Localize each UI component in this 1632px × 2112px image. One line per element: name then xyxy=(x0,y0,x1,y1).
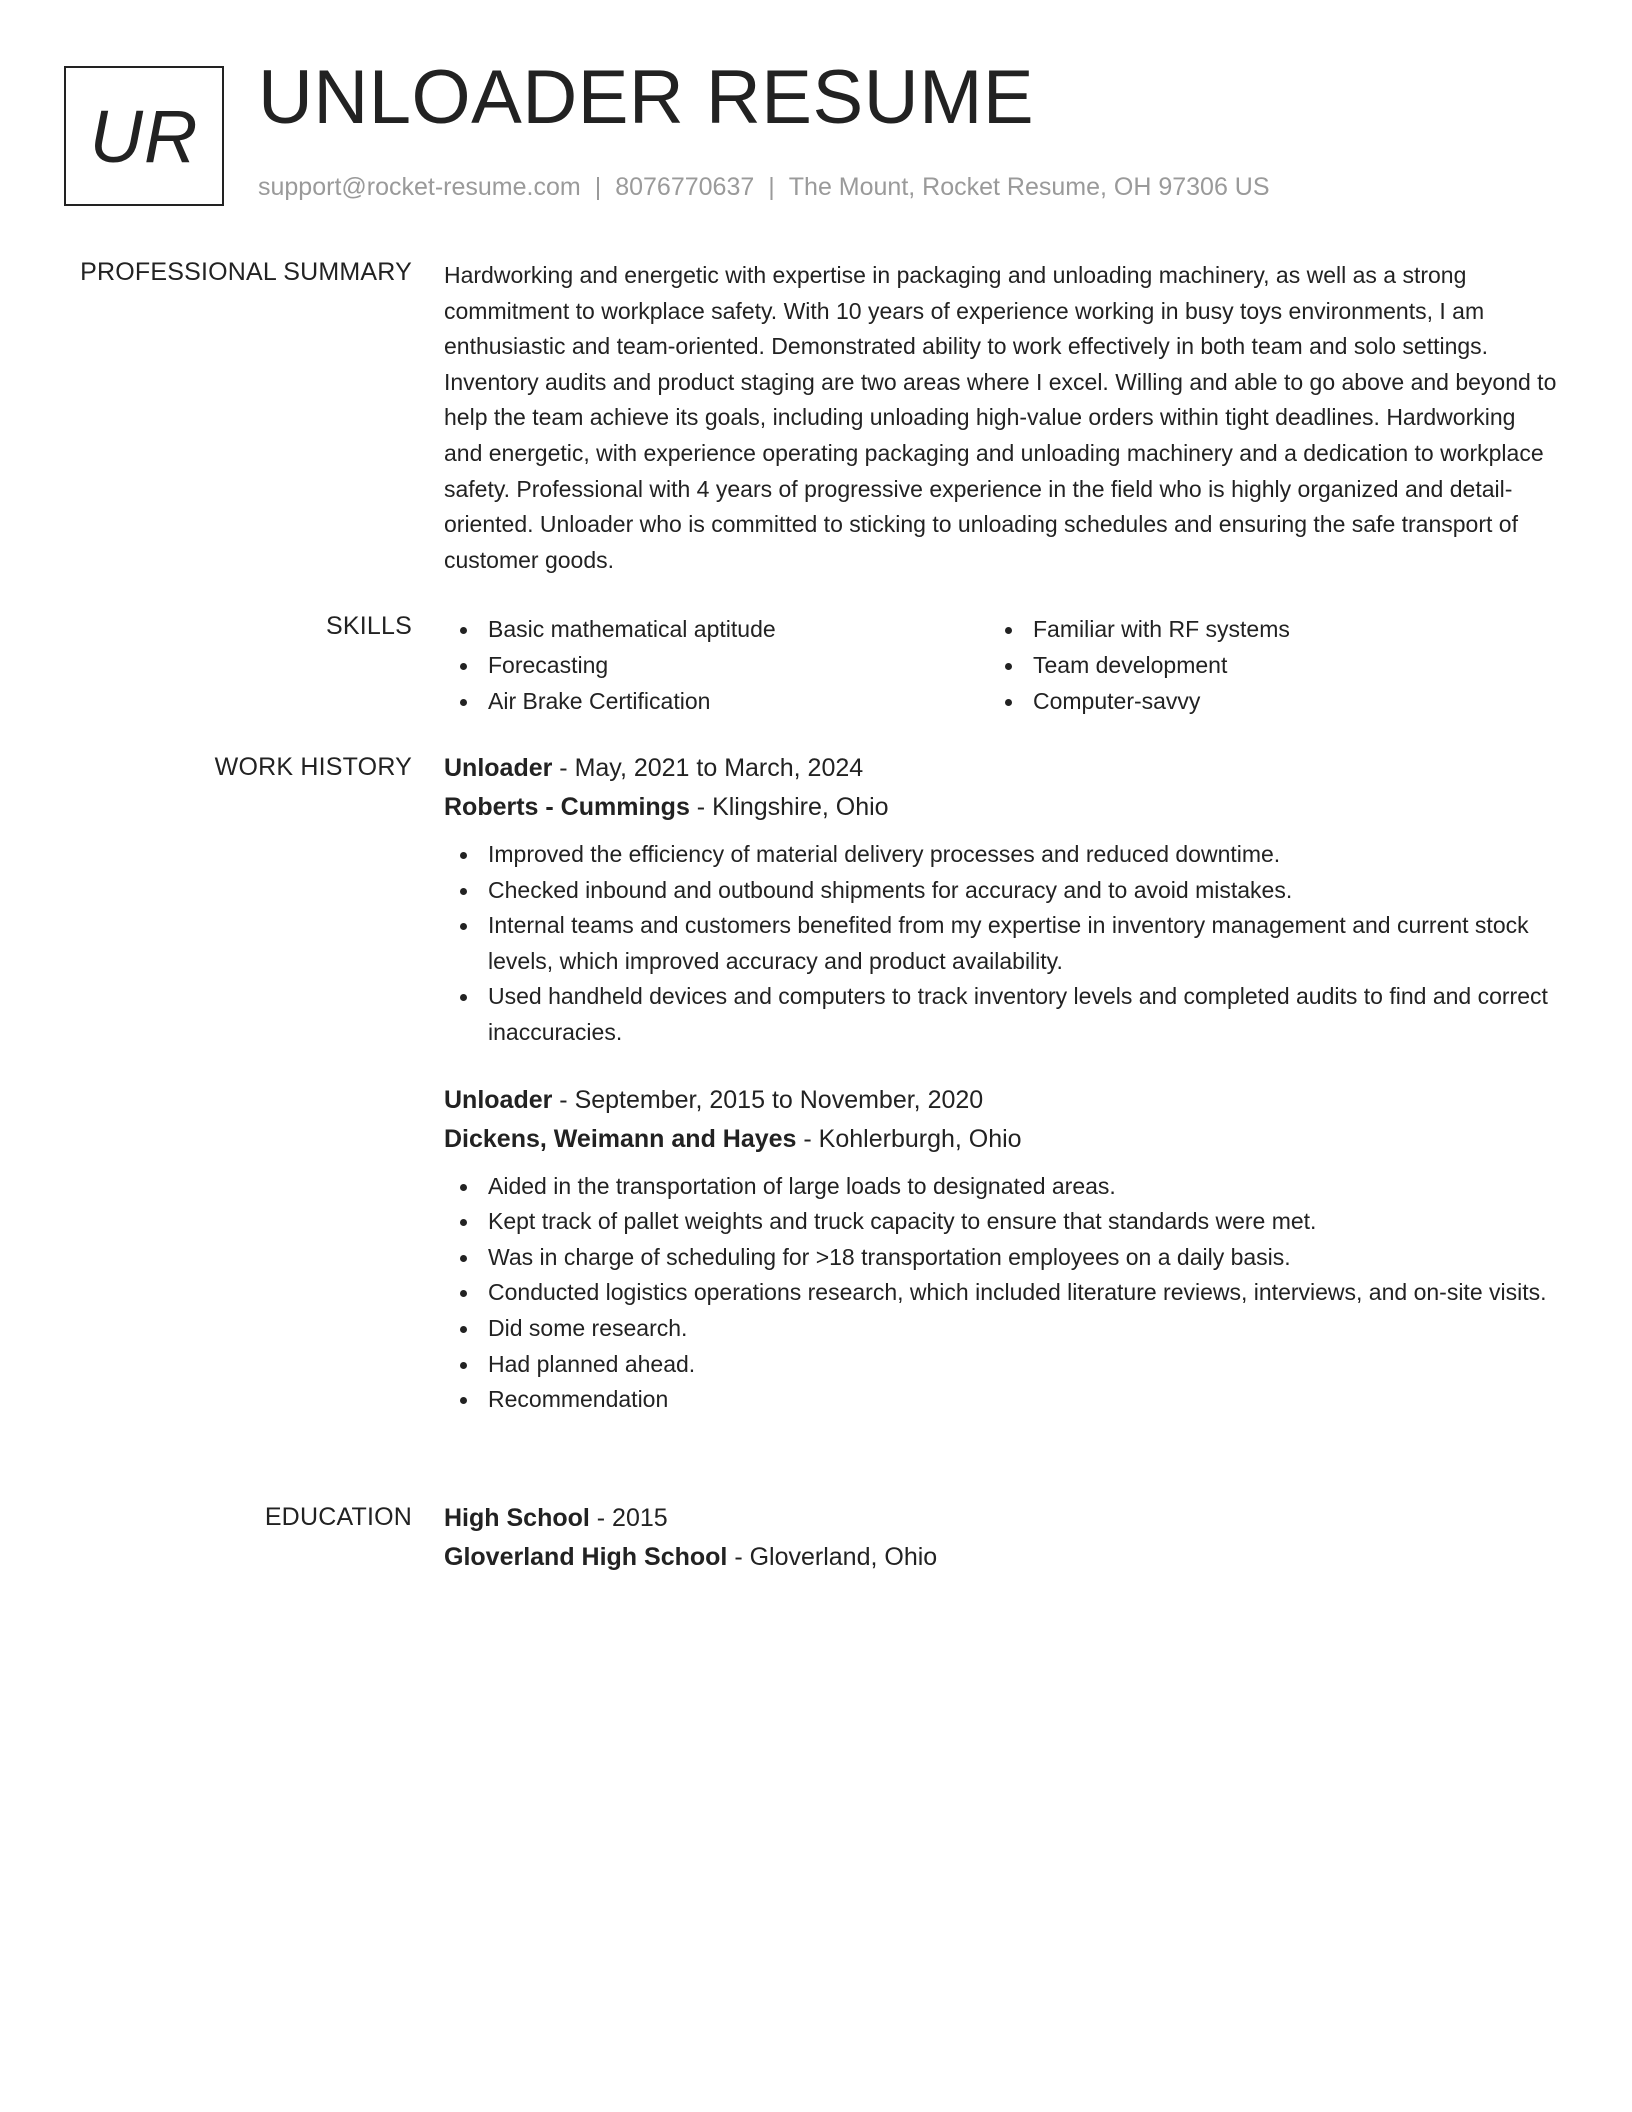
education-heading: EDUCATION xyxy=(264,1503,412,1531)
skill-item: Familiar with RF systems xyxy=(989,612,1534,648)
resume-title: UNLOADER RESUME xyxy=(258,55,1035,140)
contact-address: The Mount, Rocket Resume, OH 97306 US xyxy=(788,173,1270,201)
job-bullet: Checked inbound and outbound shipments for accuracy and to avoid mistakes. xyxy=(444,873,1560,909)
skill-item: Forecasting xyxy=(444,648,989,684)
job-dates: - May, 2021 to March, 2024 xyxy=(552,754,864,782)
job-dates: - September, 2015 to November, 2020 xyxy=(552,1085,984,1114)
job-company-line xyxy=(444,788,1560,827)
job-title-line xyxy=(444,749,1560,788)
job-bullet: Internal teams and customers benefited from my expertise in inventory management and current stock levels, which improved accuracy and product availability. xyxy=(444,908,1560,979)
contact-separator: | xyxy=(594,173,602,201)
skill-item: Basic mathematical aptitude xyxy=(444,612,989,648)
education-degree-line xyxy=(444,1499,1560,1538)
job-bullet: Kept track of pallet weights and truck capacity to ensure that standards were met. xyxy=(444,1204,1560,1240)
skill-item: Team development xyxy=(989,648,1534,684)
job-bullet: Was in charge of scheduling for >18 transportation employees on a daily basis. xyxy=(444,1240,1560,1276)
job-bullet: Did some research. xyxy=(444,1311,1560,1347)
job-company: Roberts - Cummings xyxy=(444,793,690,821)
summary-body xyxy=(444,258,1560,578)
job-bullet: Had planned ahead. xyxy=(444,1347,1560,1383)
skills-heading: SKILLS xyxy=(326,612,412,640)
education-school-line xyxy=(444,1538,1560,1577)
skills-list xyxy=(444,612,1560,720)
contact-line xyxy=(258,173,1270,202)
work-heading: WORK HISTORY xyxy=(214,753,412,781)
summary-heading: PROFESSIONAL SUMMARY xyxy=(80,258,412,286)
contact-phone: 8076770637 xyxy=(615,173,755,201)
job-bullet: Aided in the transportation of large loads to designated areas. xyxy=(444,1169,1560,1205)
job-title: Unloader xyxy=(444,754,553,782)
education-year: - 2015 xyxy=(589,1504,668,1532)
education-body xyxy=(444,1499,1560,1577)
job-bullet: Used handheld devices and computers to track inventory levels and completed audits to find and correct inaccuracies. xyxy=(444,979,1560,1050)
job-bullet: Recommendation xyxy=(444,1382,1560,1418)
summary-text: Hardworking and energetic with expertise in packaging and unloading machinery, as well as a strong commitment to workplace safety. With 10 years of experience working in busy toys environments, I am enthusiastic and team-oriented. Demonstrated ability to work effectively in both team and solo settings. Inventory audits and product staging are two areas where I excel. Willing and able to go above and beyond to help the team achieve its goals, including unloading high-value orders within tight deadlines. Hardworking and energetic, with experience operating packaging and unloading machinery and a dedication to workplace safety. Professional with 4 years of progressive experience in the field who is highly organized and detail-oriented. Unloader who is committed to sticking to unloading schedules and ensuring the safe transport of customer goods. xyxy=(444,262,1557,573)
job-bullet: Conducted logistics operations research, which included literature reviews, interviews, and on-site visits. xyxy=(444,1275,1560,1311)
education-school: Gloverland High School xyxy=(444,1543,728,1571)
job-title-line xyxy=(444,1081,1560,1120)
monogram-logo: UR xyxy=(64,66,224,206)
contact-email: support@rocket-resume.com xyxy=(258,173,581,201)
skills-body xyxy=(444,612,1560,720)
job-bullet: Improved the efficiency of material delivery processes and reduced downtime. xyxy=(444,837,1560,873)
skill-item: Computer-savvy xyxy=(989,684,1534,720)
job-entry xyxy=(444,1081,1560,1418)
skill-item: Air Brake Certification xyxy=(444,684,989,720)
job-bullets xyxy=(444,1169,1560,1418)
job-bullets xyxy=(444,837,1560,1051)
contact-separator: | xyxy=(768,173,775,201)
job-entry xyxy=(444,749,1560,1051)
education-location: - Gloverland, Ohio xyxy=(727,1543,938,1571)
job-company: Dickens, Weimann and Hayes xyxy=(444,1124,797,1153)
job-location: - Klingshire, Ohio xyxy=(689,793,889,821)
work-body xyxy=(444,749,1560,1418)
education-degree: High School xyxy=(444,1504,590,1532)
job-title: Unloader xyxy=(444,1085,553,1114)
job-company-line xyxy=(444,1120,1560,1159)
job-location: - Kohlerburgh, Ohio xyxy=(796,1124,1022,1153)
